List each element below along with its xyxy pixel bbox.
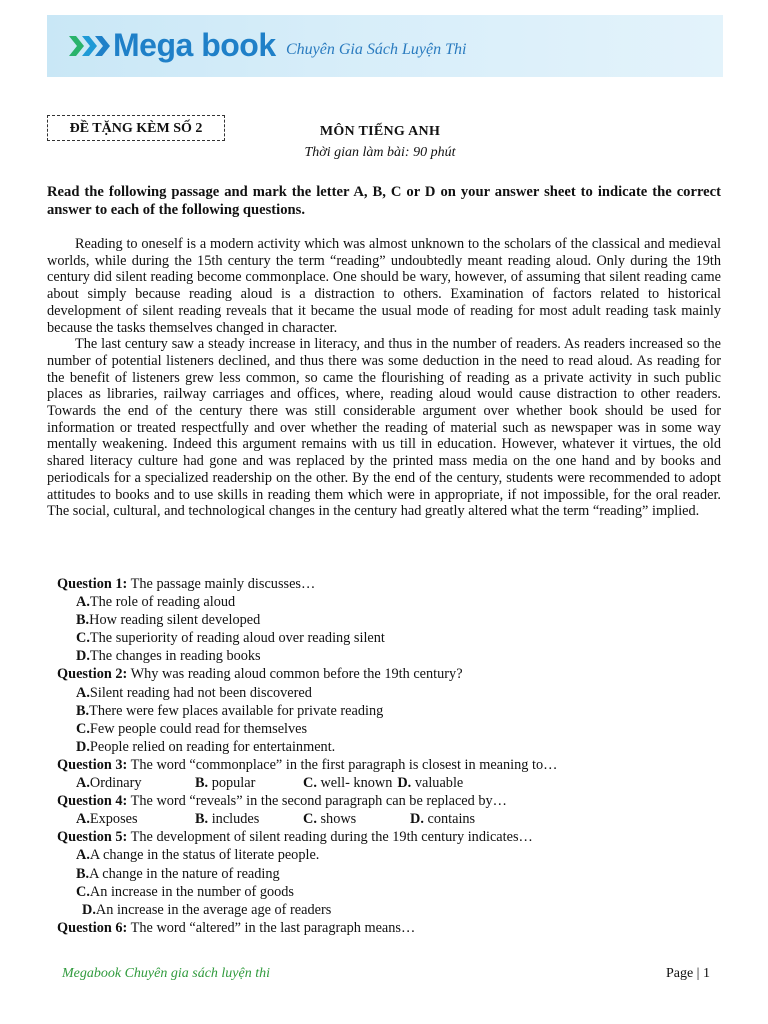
answer-option xyxy=(76,774,195,792)
question-3 xyxy=(57,756,717,774)
option-text: People relied on reading for entertainment. xyxy=(89,738,336,755)
option-text: The role of reading aloud xyxy=(89,594,236,611)
option-text: Silent reading had not been discovered xyxy=(89,684,312,701)
option-text: popular xyxy=(208,775,256,792)
answer-option xyxy=(76,810,195,828)
brand-tagline: Chuyên Gia Sách Luyện Thi xyxy=(286,41,467,58)
question-label: Question 2: xyxy=(57,666,128,683)
answer-option xyxy=(410,810,475,828)
exam-duration: Thời gian làm bài: 90 phút xyxy=(304,145,456,160)
option-text: Ordinary xyxy=(89,775,142,792)
option-text: valuable xyxy=(411,775,464,792)
answer-option xyxy=(57,702,717,720)
option-text: Exposes xyxy=(89,811,138,828)
option-text: A change in the nature of reading xyxy=(89,865,280,882)
option-text: A change in the status of literate people. xyxy=(89,847,320,864)
question-label: Question 5: xyxy=(57,829,128,846)
subject-title: MÔN TIẾNG ANH xyxy=(319,124,441,139)
option-text: An increase in the average age of readers xyxy=(95,901,332,918)
option-letter: A. xyxy=(76,847,90,864)
question-1 xyxy=(57,575,717,593)
instructions: Read the following passage and mark the letter A, B, C or D on your answer sheet to indicate the correct answer to each of the following questions. xyxy=(47,184,721,218)
answer-option-row xyxy=(57,774,717,792)
option-text: Few people could read for themselves xyxy=(89,720,308,737)
header-banner xyxy=(47,15,723,77)
question-5 xyxy=(57,828,717,846)
question-2 xyxy=(57,665,717,683)
question-text: The word “altered” in the last paragraph means… xyxy=(130,919,416,936)
option-letter: B. xyxy=(76,702,90,719)
option-letter: D. xyxy=(76,738,90,755)
answer-option xyxy=(303,774,392,792)
answer-option xyxy=(303,810,410,828)
option-text: There were few places available for private reading xyxy=(89,702,384,719)
question-label: Question 6: xyxy=(57,919,128,936)
option-letter: B. xyxy=(76,612,90,629)
answer-option xyxy=(397,774,463,792)
brand-logo-text: Mega book xyxy=(113,27,276,63)
option-text: shows xyxy=(316,811,357,828)
option-letter: B. xyxy=(76,865,90,882)
answer-option xyxy=(57,883,717,901)
option-letter: C. xyxy=(303,775,317,792)
answer-option xyxy=(57,720,717,738)
option-text: The changes in reading books xyxy=(89,648,261,665)
question-6 xyxy=(57,919,717,937)
option-letter: C. xyxy=(76,720,90,737)
option-letter: D. xyxy=(397,775,412,792)
question-list xyxy=(57,575,717,937)
question-text: The word “commonplace” in the first paragraph is closest in meaning to… xyxy=(130,756,558,773)
question-text: Why was reading aloud common before the 19th century? xyxy=(130,666,463,683)
question-text: The development of silent reading during the 19th century indicates… xyxy=(130,829,533,846)
answer-option xyxy=(57,629,717,647)
answer-option xyxy=(195,810,303,828)
option-letter: D. xyxy=(82,901,96,918)
option-letter: C. xyxy=(303,811,317,828)
question-label: Question 4: xyxy=(57,793,128,810)
option-text: well- known xyxy=(316,775,393,792)
answer-option xyxy=(57,738,717,756)
question-text: The word “reveals” in the second paragraph can be replaced by… xyxy=(130,793,507,810)
option-text: The superiority of reading aloud over reading silent xyxy=(89,630,385,647)
option-letter: A. xyxy=(76,775,90,792)
question-4 xyxy=(57,792,717,810)
footer-brand: Megabook Chuyên gia sách luyện thi xyxy=(62,966,271,981)
option-text: An increase in the number of goods xyxy=(89,883,294,900)
answer-option xyxy=(57,647,717,665)
answer-option xyxy=(57,611,717,629)
option-letter: A. xyxy=(76,811,90,828)
option-text: How reading silent developed xyxy=(89,612,261,629)
option-letter: A. xyxy=(76,684,90,701)
passage-paragraph: Reading to oneself is a modern activity which was almost unknown to the scholars of the classical and medieval worlds, while during the 15th century the term “reading” undoubtedly meant reading aloud. Only during the 19th century did silent reading become commonplace. One should be wary, however, of assuming that silent reading came about simply because reading aloud is a distraction to others. Examination of factors related to historical development of silent reading reveals that it became the usual mode of reading for most adult reading task mainly because the tasks themselves changed in character. xyxy=(47,236,721,336)
answer-option-row xyxy=(57,810,717,828)
answer-option xyxy=(57,684,717,702)
triple-chevron-icon xyxy=(67,34,111,58)
passage-paragraph: The last century saw a steady increase in literacy, and thus in the number of readers. As readers increased so the number of potential listeners declined, and thus there was some deduction in the need to read aloud. As reading for the benefit of listeners grew less common, so came the flourishing of reading as a private activity in such public places as libraries, railway carriages and offices, where, reading aloud would cause distraction to other readers. Towards the end of the century there was still considerable argument over whether book should be used for information or treated respectfully and over whether the reading of material such as newspaper was in some way mentally weakening. Indeed this argument remains with us till in education. However, whatever it virtues, the old shared literacy culture had gone and was replaced by the printed mass media on the one hand and by books and periodicals for a specialized readership on the other. By the end of the century, students were recommended to adopt attitudes to books and to use skills in reading them which were in appropriate, if not impossible, for the oral reader. The social, cultural, and technological changes in the century had greatly altered what the term “reading” implied. xyxy=(47,336,721,520)
answer-option xyxy=(195,774,303,792)
option-letter: D. xyxy=(76,648,90,665)
answer-option xyxy=(57,865,717,883)
answer-option xyxy=(57,846,717,864)
question-label: Question 3: xyxy=(57,756,128,773)
option-text: includes xyxy=(208,811,260,828)
option-letter: B. xyxy=(195,811,209,828)
option-letter: B. xyxy=(195,775,209,792)
question-text: The passage mainly discusses… xyxy=(130,576,316,592)
option-letter: A. xyxy=(76,594,90,611)
exam-number-box: ĐỀ TẶNG KÈM SỐ 2 xyxy=(47,115,225,141)
option-letter: C. xyxy=(76,630,90,647)
question-label: Question 1: xyxy=(57,576,128,592)
reading-passage xyxy=(47,236,721,520)
option-letter: C. xyxy=(76,883,90,900)
option-letter: D. xyxy=(410,811,424,828)
answer-option xyxy=(57,901,717,919)
page-number: Page | 1 xyxy=(665,966,710,981)
option-text: contains xyxy=(423,811,476,828)
answer-option xyxy=(57,593,717,611)
